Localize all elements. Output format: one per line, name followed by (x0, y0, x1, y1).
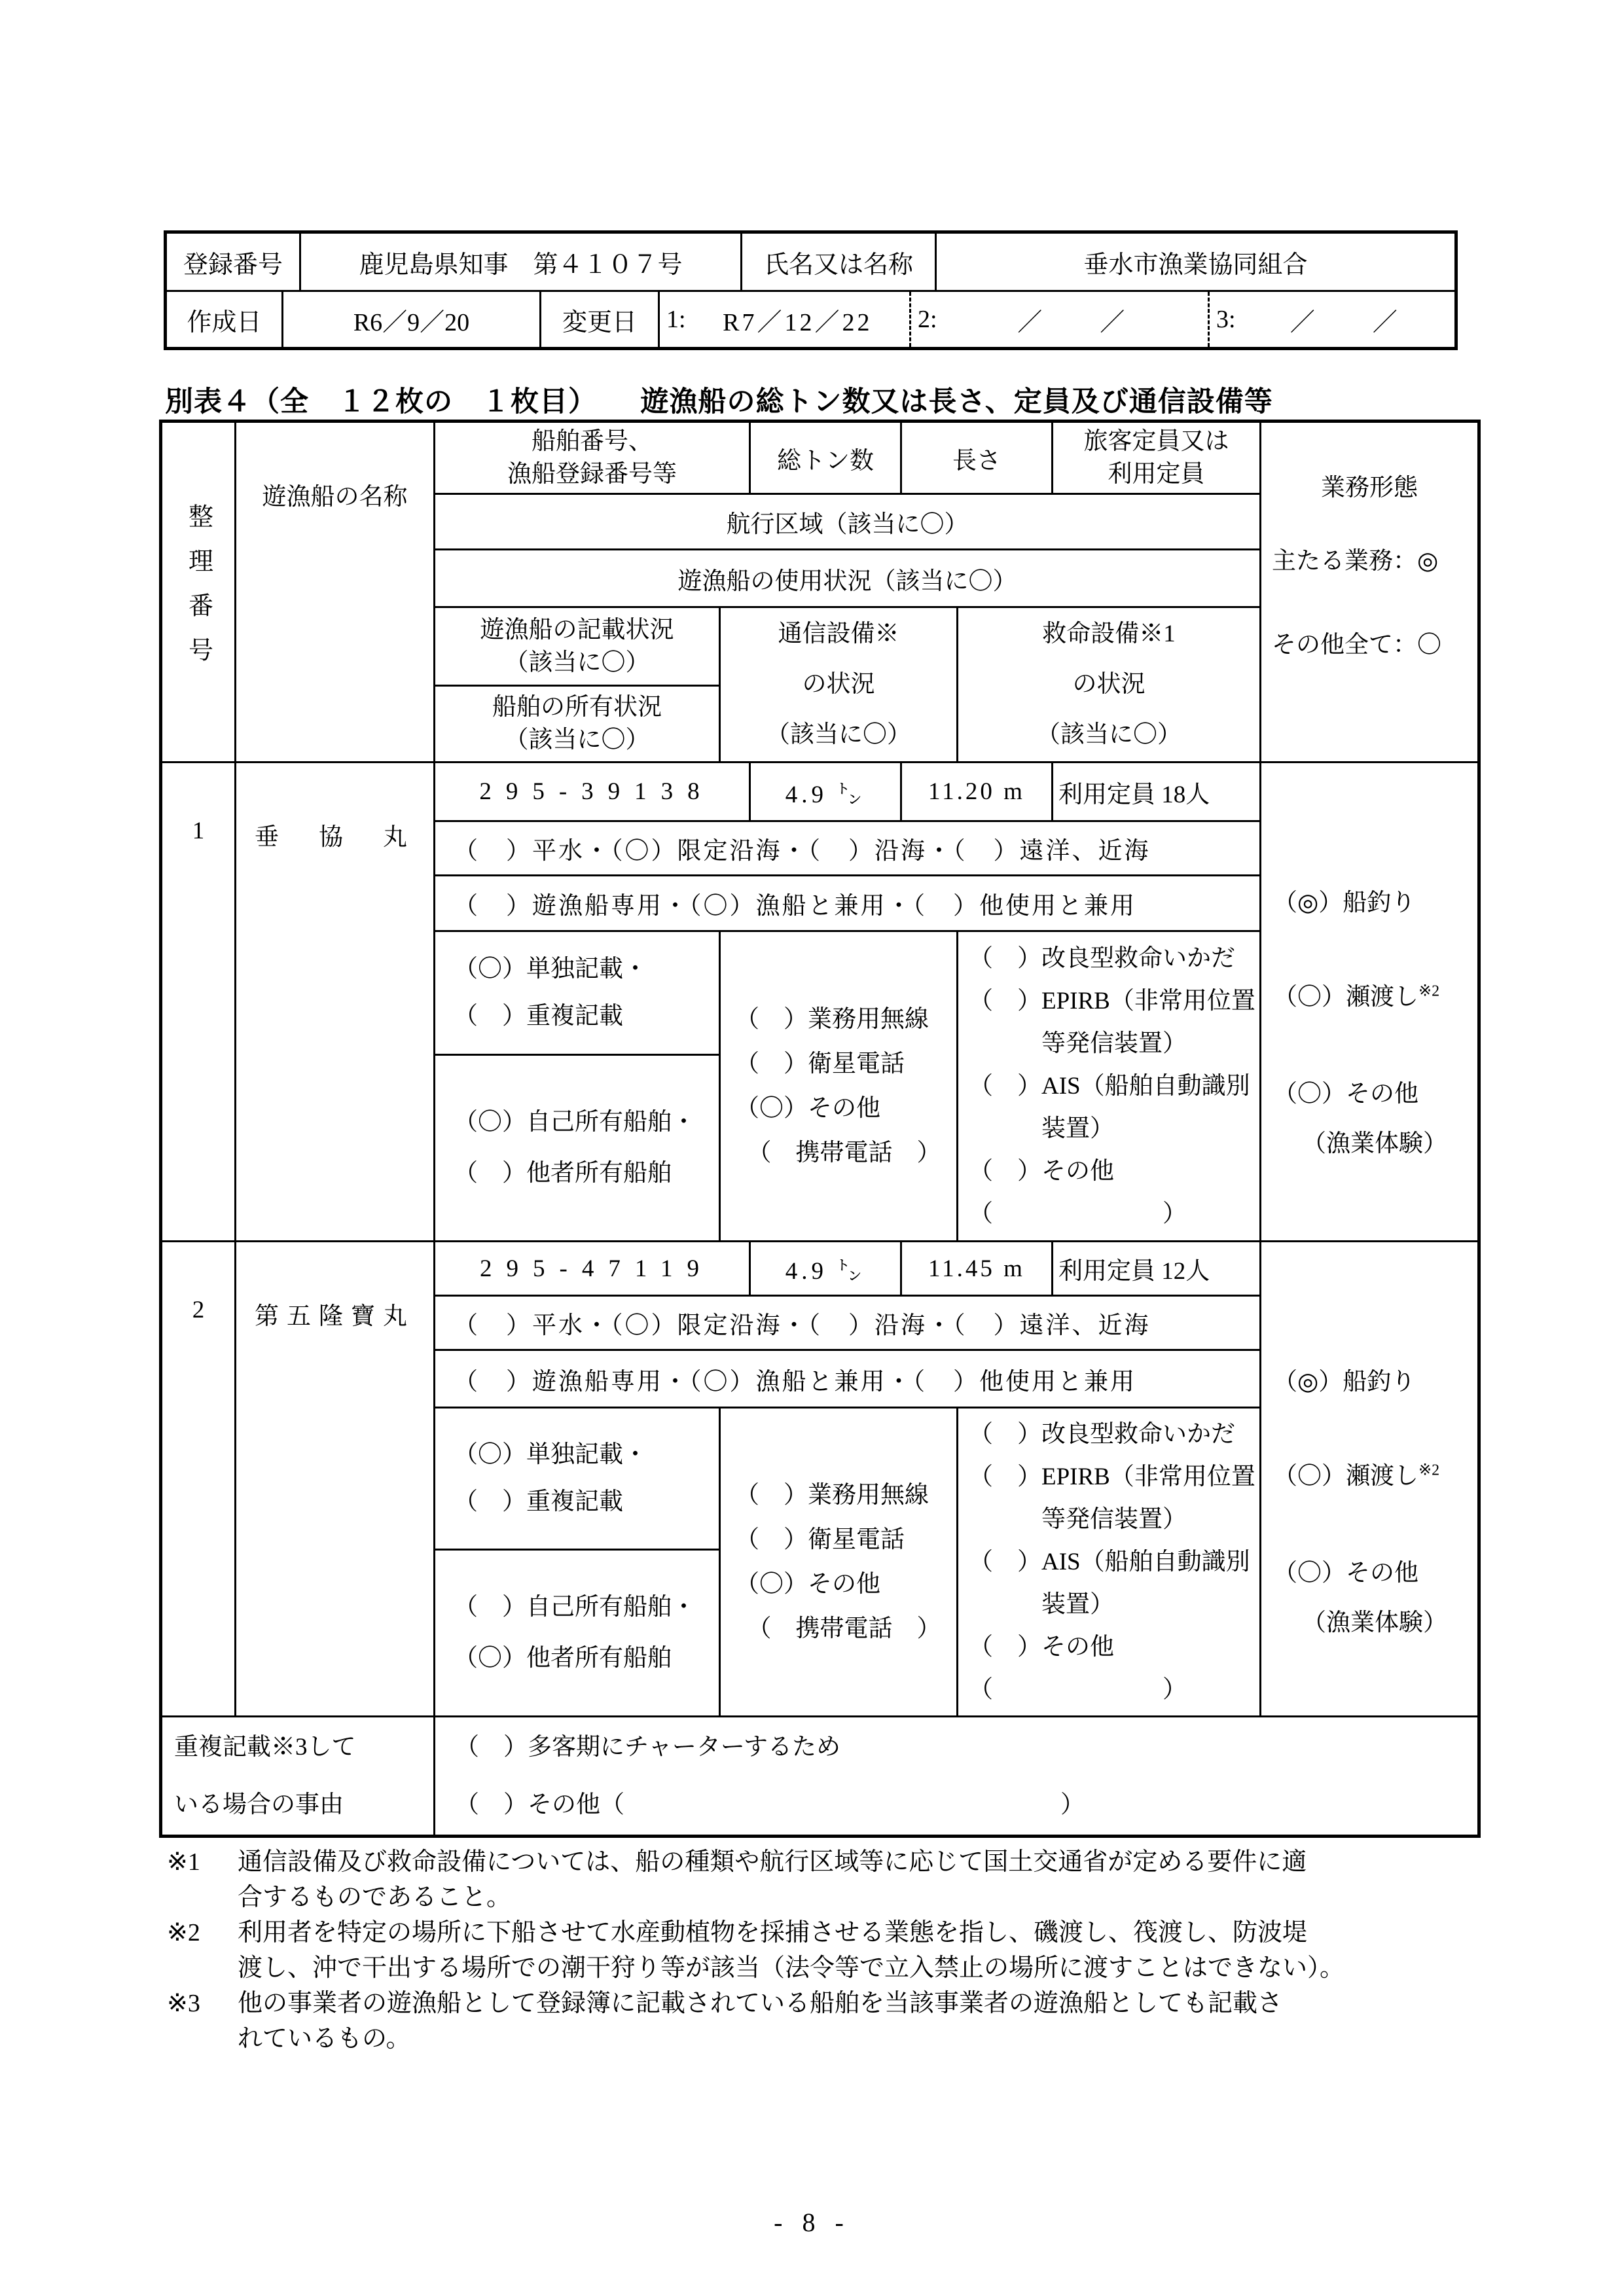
business-main-legend: 主たる業務：◎ (1272, 548, 1439, 575)
header-entry-status (435, 608, 721, 687)
boat2-entry-status (435, 1408, 721, 1551)
created-date-value: R6／9／20 (283, 292, 541, 347)
comm-option: （ ）衛星電話 (735, 1050, 905, 1077)
ownership-line2: （該当に〇） (504, 726, 650, 753)
lifesaving-line3: （該当に〇） (1036, 721, 1182, 748)
header-business-type (1261, 423, 1477, 763)
holder-name-label: 氏名又は名称 (742, 234, 937, 290)
footnote-body: 通信設備及び救命設備については、船の種類や航行区域等に応じて国土交通省が定める要件に適 合するものであること。 (238, 1848, 1307, 1911)
header-ownership (435, 687, 721, 763)
business-option: （◎）船釣り (1273, 1369, 1416, 1395)
boat1-tonnage: 4.9 ㌧ (751, 763, 902, 822)
boat2-ownership (435, 1551, 721, 1717)
boat1-lifesaving-equipment (958, 932, 1261, 1242)
modified-date-entry-3 (1210, 292, 1454, 347)
footnote-2 (167, 1915, 1483, 1986)
life-option: 装置） (969, 1115, 1114, 1142)
lifesaving-line1: 救命設備※1 (1042, 620, 1176, 647)
life-option: （ ） (969, 1200, 1187, 1227)
dates-row (167, 292, 1454, 347)
duplicate-option-1: （ ）多客期にチャーターするため (455, 1733, 841, 1761)
life-option: （ ）その他 (969, 1633, 1114, 1660)
comm-equipment-line2: の状況 (802, 671, 875, 698)
owner-option: （〇）他者所有船舶 (454, 1645, 672, 1672)
entry-status-line2: （該当に〇） (504, 649, 650, 676)
lifesaving-line2: の状況 (1072, 671, 1146, 698)
business-note: （漁業体験） (1302, 1609, 1447, 1636)
modified-date-label: 変更日 (541, 292, 660, 347)
boat2-seq-no: 2 (162, 1242, 236, 1717)
boat1-usage: （ ）遊漁船専用・（〇）漁船と兼用・（ ）他使用と兼用 (435, 876, 1261, 932)
boat2-usage: （ ）遊漁船専用・（〇）漁船と兼用・（ ）他使用と兼用 (435, 1351, 1261, 1408)
modified-entry-number: 1: (666, 306, 686, 333)
modified-entry-value: R7／12／22 (723, 308, 873, 336)
boat1-capacity: 利用定員 18人 (1053, 763, 1261, 822)
comm-option: （ 携帯電話 ） (735, 1615, 941, 1642)
ship-number-label-line2: 漁船登録番号等 (507, 460, 677, 488)
modified-entry-number: 3: (1216, 306, 1236, 333)
comm-option: （〇）その他 (735, 1094, 880, 1122)
modified-entry-number: 2: (918, 306, 937, 333)
boat1-length: 11.20 m (902, 763, 1053, 822)
owner-option: （ ）他者所有船舶 (454, 1160, 672, 1187)
life-option: （ ）その他 (969, 1157, 1114, 1185)
comm-option: （ ）業務用無線 (735, 1005, 929, 1033)
boat1-seq-no: 1 (162, 763, 236, 1242)
business-other-legend: その他全て：〇 (1272, 632, 1441, 658)
life-option: （ ）EPIRB（非常用位置 (969, 987, 1255, 1014)
modified-entry-value: ／ ／ (1017, 308, 1128, 336)
comm-equipment-line1: 通信設備※ (778, 620, 899, 647)
entry-option: （ ）重複記載 (454, 1488, 623, 1515)
life-option: 装置） (969, 1590, 1114, 1618)
boat2-tonnage: 4.9 ㌧ (751, 1242, 902, 1297)
entry-status-line1: 遊漁船の記載状況 (480, 616, 674, 643)
registration-number-label: 登録番号 (167, 234, 301, 290)
duplicate-label-line1: 重複記載※3して (174, 1733, 356, 1761)
registration-info-table (164, 230, 1458, 350)
footnote-tag: ※3 (167, 1990, 200, 2017)
header-comm-equipment (721, 608, 958, 763)
duplicate-option-2: （ ）その他（ ） (455, 1791, 1085, 1818)
business-option: （〇）瀬渡し$^{※2}$ (1273, 1462, 1440, 1490)
ship-number-label-line1: 船舶番号、 (532, 427, 653, 455)
owner-option: （ ）自己所有船舶・ (454, 1594, 696, 1621)
boat1-reg-number: 295-39138 (435, 763, 751, 822)
footnote-tag: ※2 (167, 1919, 200, 1946)
footnote-body: 他の事業者の遊漁船として登録簿に記載されている船舶を当該事業者の遊漁船としても記載さ れているもの。 (238, 1990, 1283, 2053)
comm-option: （ 携帯電話 ） (735, 1139, 941, 1166)
footnote-body: 利用者を特定の場所に下船させて水産動植物を採捕させる業態を指し、磯渡し、筏渡し、防波堤 渡し、沖で干出する場所での潮干狩り等が該当（法令等で立入禁止の場所に渡すことはできない）。 (238, 1919, 1345, 1982)
modified-date-entry-2 (911, 292, 1210, 347)
duplicate-reason-label (162, 1717, 435, 1835)
header-nav-area: 航行区域（該当に〇） (435, 495, 1261, 550)
boat2-reg-number: 295-47119 (435, 1242, 751, 1297)
boat2-business-type (1261, 1242, 1477, 1717)
header-lifesaving-equipment (958, 608, 1261, 763)
boat1-ownership (435, 1056, 721, 1242)
page-number: - 8 - (774, 2208, 850, 2237)
business-type-label: 業務形態 (1321, 475, 1418, 501)
comm-equipment-line3: （該当に〇） (766, 721, 911, 748)
created-date-label: 作成日 (167, 292, 283, 347)
footnote-3 (167, 1986, 1483, 2056)
comm-option: （ ）業務用無線 (735, 1481, 929, 1509)
seq-no-label: 整理番号 (184, 503, 212, 681)
life-option: （ ）AIS（船舶自動識別 (969, 1548, 1250, 1575)
boat1-comm-equipment (721, 932, 958, 1242)
boat2-lifesaving-equipment (958, 1408, 1261, 1717)
comm-option: （ ）衛星電話 (735, 1526, 905, 1553)
boat-register-table (159, 420, 1481, 1838)
holder-name-value: 垂水市漁業協同組合 (1083, 251, 1308, 279)
boat2-length: 11.45 m (902, 1242, 1053, 1297)
footnote-tag: ※1 (167, 1848, 200, 1876)
boat1-entry-status (435, 932, 721, 1056)
header-usage: 遊漁船の使用状況（該当に〇） (435, 550, 1261, 608)
duplicate-reason-options (435, 1717, 1477, 1835)
comm-option: （〇）その他 (735, 1570, 880, 1598)
sheet-title: 別表４（全 １２枚の １枚目） 遊漁船の総トン数又は長さ、定員及び通信設備等 (165, 387, 1273, 418)
boat2-name: 第五隆寶丸 (236, 1242, 435, 1717)
modified-entry-value: ／ ／ (1290, 308, 1400, 336)
owner-option: （〇）自己所有船舶・ (454, 1109, 696, 1136)
boat2-nav-area: （ ）平水・（〇）限定沿海・（ ）沿海・（ ）遠洋、近海 (435, 1297, 1261, 1351)
ownership-line1: 船舶の所有状況 (492, 694, 662, 721)
boat1-business-type (1261, 763, 1477, 1242)
entry-option: （〇）単独記載・ (454, 956, 647, 982)
business-note: （漁業体験） (1302, 1130, 1447, 1157)
life-option: （ ） (969, 1676, 1187, 1703)
modified-date-entry-1 (660, 292, 911, 347)
life-option: （ ）AIS（船舶自動識別 (969, 1072, 1250, 1100)
life-option: （ ）改良型救命いかだ (969, 944, 1235, 972)
entry-option: （ ）重複記載 (454, 1003, 623, 1030)
life-option: 等発信装置） (969, 1030, 1187, 1057)
life-option: 等発信装置） (969, 1505, 1187, 1533)
boat1-name: 垂 協 丸 (236, 763, 435, 1242)
capacity-label-line2: 利用定員 (1108, 460, 1205, 488)
business-option: （〇）瀬渡し$^{※2}$ (1273, 982, 1440, 1011)
business-option: （◎）船釣り (1273, 889, 1416, 916)
life-option: （ ）改良型救命いかだ (969, 1420, 1235, 1448)
life-option: （ ）EPIRB（非常用位置 (969, 1463, 1255, 1490)
header-seq-no (162, 423, 236, 763)
entry-option: （〇）単独記載・ (454, 1441, 647, 1468)
business-option: （〇）その他 (1273, 1560, 1418, 1587)
boat2-comm-equipment (721, 1408, 958, 1717)
capacity-label-line1: 旅客定員又は (1083, 427, 1229, 455)
header-tonnage: 総トン数 (751, 423, 902, 495)
boat2-capacity: 利用定員 12人 (1053, 1242, 1261, 1297)
header-ship-number (435, 423, 751, 495)
note-ref: ※2 (1418, 982, 1440, 1000)
business-option: （〇）その他 (1273, 1081, 1418, 1107)
registration-number-value: 鹿児島県知事 第４１０７号 (301, 234, 742, 290)
footnotes (167, 1844, 1483, 2056)
registration-row (167, 234, 1454, 292)
duplicate-label-line2: いる場合の事由 (174, 1791, 344, 1818)
header-boat-name: 遊漁船の名称 (236, 423, 435, 763)
header-capacity (1053, 423, 1261, 495)
footnote-1 (167, 1844, 1483, 1915)
boat1-nav-area: （ ）平水・（〇）限定沿海・（ ）沿海・（ ）遠洋、近海 (435, 822, 1261, 876)
header-length: 長さ (902, 423, 1053, 495)
note-ref: ※2 (1418, 1462, 1440, 1479)
